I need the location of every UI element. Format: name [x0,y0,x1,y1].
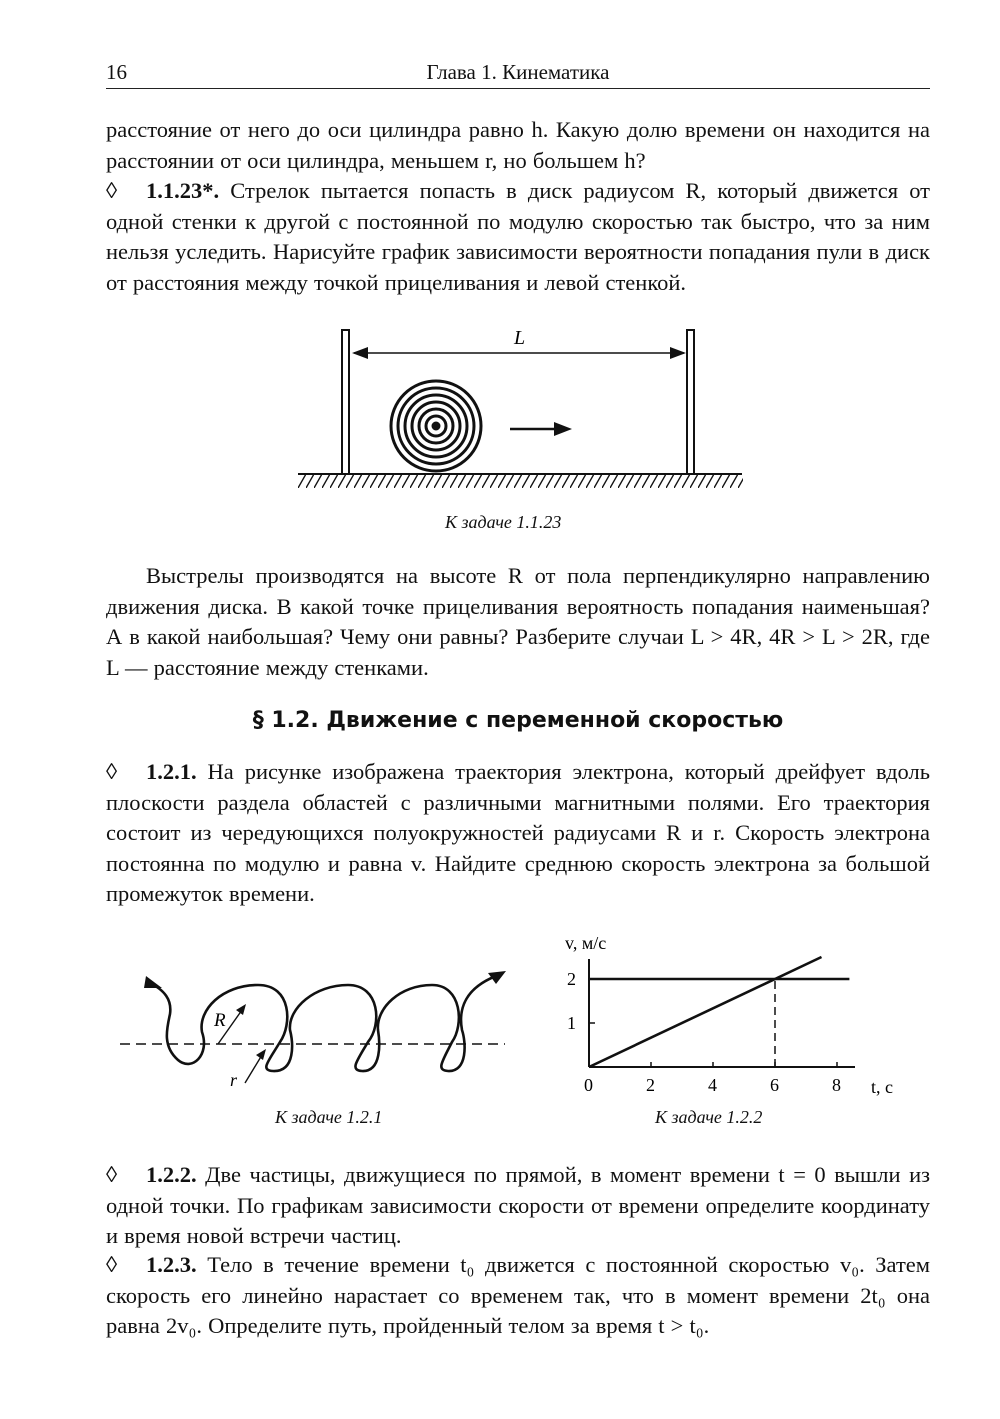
radius-r-arrow [245,1055,262,1083]
diamond-marker: ◊ [106,178,118,203]
figure-electron-trajectory [110,950,530,1100]
paragraph-shots: Выстрелы производятся на высоте R от пола перпендикулярно направлению движения диска. В какой точке прицеливания вероятность попадания наименьшая? А в какой наибольшая? Чему они равны? Разберите случаи L > 4R, 4R > L > 2R, где L — расстояние между стенками. [106,563,930,680]
page-number: 16 [106,60,127,84]
x-tick-label-6: 6 [770,1075,779,1095]
x-tick-label-4: 4 [708,1075,717,1095]
trajectory-curve [148,976,496,1071]
paragraph-intro: расстояние от него до оси цилиндра равно h. Какую долю времени он находится на расстоянии от оси цилиндра, меньшем r, но большем h? [106,117,930,173]
problem-text: Тело в течение времени t₀ движется с постоянной скоростью v₀. Затем скорость его линейно нарастает со временем так, что в момент времени 2t₀ она равна 2v₀. Определите путь, пройденный телом за время t > t₀. [106,1252,931,1339]
x-tick-label-2: 2 [646,1075,655,1095]
caption-1-2-1: К задаче 1.2.1 [275,1107,383,1127]
x-tick-label-8: 8 [832,1075,841,1095]
disk [391,381,481,471]
floor-hatch [298,474,743,488]
problem-1-1-23 [106,176,930,298]
problem-1-2-3 [106,1250,930,1342]
problem-1-2-2 [106,1160,930,1252]
label-R: R [214,1010,226,1031]
left-wall [342,330,349,474]
problem-text: Две частицы, движущиеся по прямой, в момент времени t = 0 вышли из одной точки. По графикам зависимости скорости от времени определите координату и время новой встречи частиц. [106,1162,931,1249]
dimension-arrow-left [352,347,368,359]
label-r: r [230,1070,238,1090]
label-L: L [514,327,526,349]
caption-1-2-2: К задаче 1.2.2 [655,1107,763,1127]
x-axis-label: t, с [871,1077,893,1097]
page-header [106,60,930,89]
figure-disk-walls [290,320,750,500]
dimension-arrow-right [670,347,686,359]
problem-number: 1.2.3. [146,1252,197,1277]
problem-text: На рисунке изображена траектория электрона, который дрейфует вдоль плоскости раздела областей с различными магнитными полями. Его траектория состоит из чередующихся полуокружностей радиусами R и r. Скорость электрона постоянна по модулю и равна v. Найдите среднюю скорость электрона за большой промежуток времени. [106,759,930,907]
caption-1-1-23: К задаче 1.1.23 [445,512,562,532]
radius-R-arrowhead [236,1004,246,1015]
y-tick-label-2: 2 [567,969,576,989]
radius-r-arrowhead [256,1049,266,1060]
right-wall [687,330,694,474]
diamond-marker: ◊ [106,759,118,784]
y-tick-label-1: 1 [567,1013,576,1033]
problem-text: Стрелок пытается попасть в диск радиусом R, который движется от одной стенки к другой с постоянной по модулю скоростью так быстро, что за ним нельзя уследить. Нарисуйте график зависимости вероятности попадания пули в диск от расстояния между точкой прицеливания и левой стенкой. [106,178,931,295]
diamond-marker: ◊ [106,1252,118,1277]
motion-arrow-head [554,422,572,436]
running-title: Глава 1. Кинематика [426,60,610,84]
problem-1-2-1 [106,757,930,910]
series-particle-2-line [589,957,822,1067]
section-title: § 1.2. Движение с переменной скоростью [252,708,784,733]
problem-number: 1.1.23*. [146,178,220,203]
y-axis-label: v, м/с [565,933,607,953]
diamond-marker: ◊ [106,1162,118,1187]
trajectory-start-arrow [144,976,162,988]
x-tick-label-0: 0 [584,1075,593,1095]
problem-number: 1.2.2. [146,1162,197,1187]
figure-velocity-chart [555,925,915,1110]
problem-number: 1.2.1. [146,759,197,784]
